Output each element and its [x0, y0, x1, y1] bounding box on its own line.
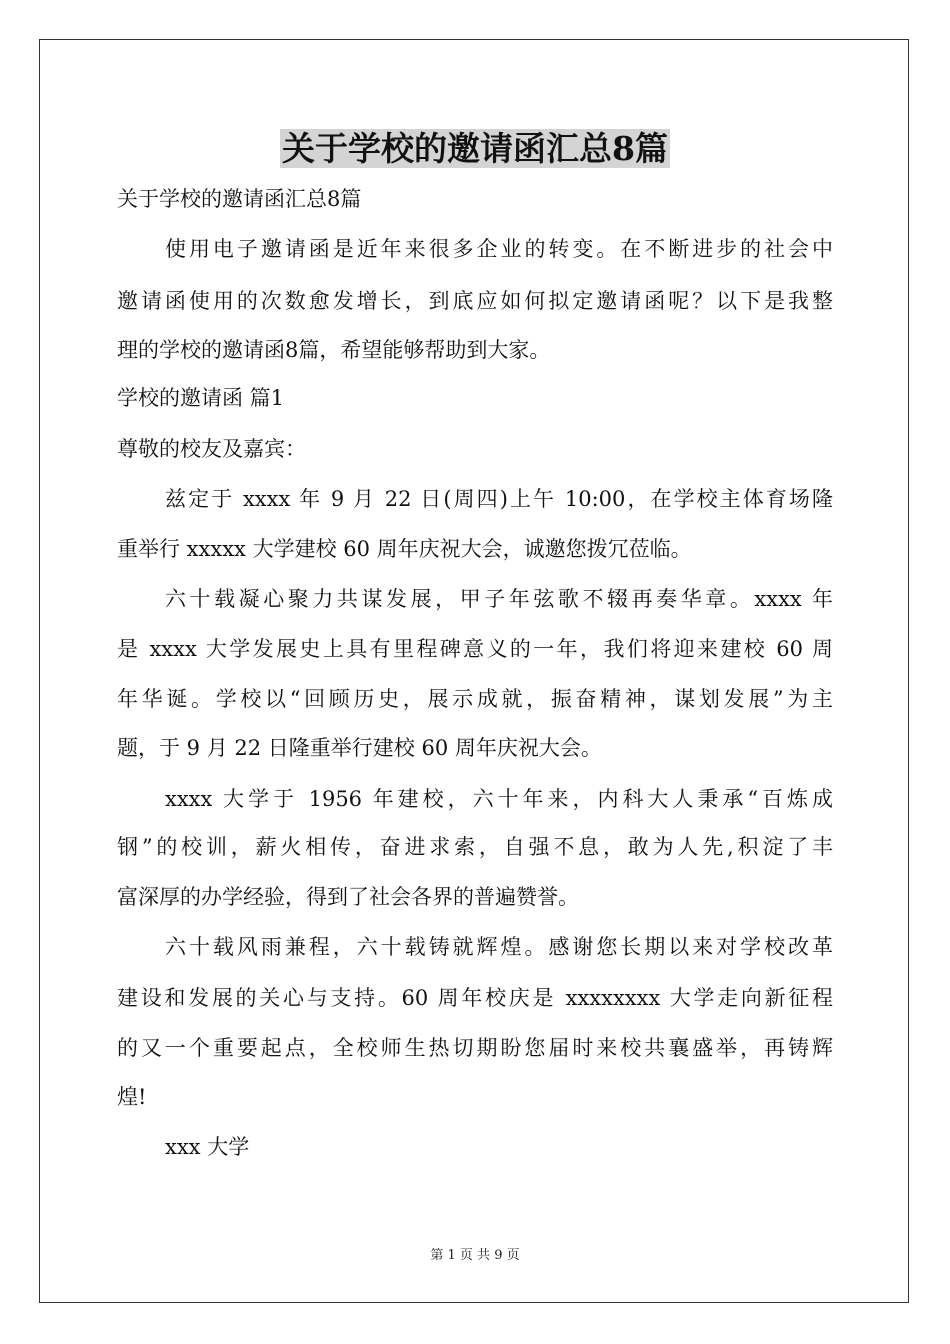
- paragraph-3-line-2: 钢”的校训，薪火相传，奋进求索，自强不息，敢为人先,积淀了丰: [117, 835, 833, 859]
- salutation: 尊敬的校友及嘉宾：: [117, 437, 306, 461]
- section-heading: 学校的邀请函 篇1: [117, 386, 285, 410]
- paragraph-2-line-3: 年华诞。学校以“回顾历史，展示成就，振奋精神，谋划发展”为主: [117, 687, 833, 711]
- paragraph-3-line-3: 富深厚的办学经验，得到了社会各界的普遍赞誉。: [117, 885, 579, 909]
- paragraph-4-line-1: 六十载风雨兼程，六十载铸就辉煌。感谢您长期以来对学校改革: [165, 935, 833, 959]
- paragraph-1-line-1: 兹定于 xxxx 年 9 月 22 日(周四)上午 10:00，在学校主体育场隆: [165, 487, 833, 511]
- intro-line-3: 理的学校的邀请函8篇，希望能够帮助到大家。: [117, 338, 551, 362]
- paragraph-1-line-2: 重举行 xxxxx 大学建校 60 周年庆祝大会，诚邀您拨冗莅临。: [117, 537, 692, 561]
- paragraph-2-line-4: 题，于 9 月 22 日隆重举行建校 60 周年庆祝大会。: [117, 736, 602, 760]
- paragraph-4-line-2: 建设和发展的关心与支持。60 周年校庆是 xxxxxxxx 大学走向新征程: [117, 986, 833, 1010]
- intro-line-1: 使用电子邀请函是近年来很多企业的转变。在不断进步的社会中: [165, 237, 833, 261]
- paragraph-2-line-1: 六十载凝心聚力共谋发展，甲子年弦歌不辍再奏华章。xxxx 年: [165, 587, 833, 611]
- intro-line-2: 邀请函使用的次数愈发增长，到底应如何拟定邀请函呢？以下是我整: [117, 289, 833, 313]
- page-number-footer: 第 1 页 共 9 页: [430, 1248, 520, 1263]
- paragraph-4-line-4: 煌!: [117, 1085, 147, 1109]
- paragraph-4-line-3: 的又一个重要起点，全校师生热切期盼您届时来校共襄盛举，再铸辉: [117, 1036, 833, 1060]
- signature: xxx 大学: [165, 1135, 250, 1159]
- document-subtitle: 关于学校的邀请函汇总8篇: [117, 187, 362, 211]
- paragraph-3-line-1: xxxx 大学于 1956 年建校，六十年来，内科大人秉承“百炼成: [165, 787, 833, 811]
- page-border: [39, 39, 909, 1303]
- document-title: [0, 127, 950, 171]
- document-title-text: 关于学校的邀请函汇总8篇: [282, 129, 668, 168]
- paragraph-2-line-2: 是 xxxx 大学发展史上具有里程碑意义的一年，我们将迎来建校 60 周: [117, 637, 833, 661]
